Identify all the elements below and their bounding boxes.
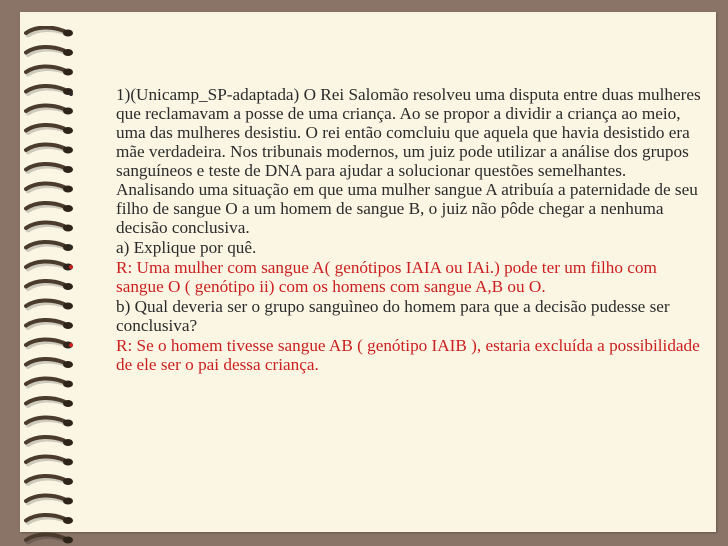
question-content (64, 85, 704, 374)
part-a-text: a) Explique por quê. (116, 238, 257, 257)
question-text: 1)(Unicamp_SP-adaptada) O Rei Salomão resolveu uma disputa entre duas mulheres que reclamavam a posse de uma criança. Ao se propor a dividir a criança ao meio, uma das mulheres desistiu. O rei então comcluiu que aquela que havia desistido era mãe verdadeira. Nos tribunais modernos, um juiz pode utilizar a análise dos grupos sanguíneos e teste de DNA para ajudar a solucionar questões semelhantes. Analisando uma situação em que uma mulher sangue A atribuía a paternidade de seu filho de sangue O a um homem de sangue B, o juiz não pôde chegar a nenhuma decisão conclusiva. (116, 85, 701, 237)
bullet: • (67, 336, 75, 355)
question-part-b (64, 297, 704, 335)
spiral-ring-icon (26, 417, 73, 426)
bullet: • (67, 238, 75, 257)
answer-a (64, 258, 704, 296)
spiral-ring-icon (26, 378, 73, 387)
answer-a-text: R: Uma mulher com sangue A( genótipos IAIA ou IAi.) pode ter um filho com sangue O ( genótipo ii) com os homens com sangue A,B ou O. (116, 258, 657, 296)
spiral-ring-icon (26, 456, 73, 465)
answer-b (64, 336, 704, 374)
part-b-text: b) Qual deveria ser o grupo sanguìneo do homem para que a decisão pudesse ser conclusiva? (116, 297, 670, 335)
answer-b-text: R: Se o homem tivesse sangue AB ( genótipo IAIB ), estaria excluída a possibilidade de ele ser o pai dessa criança. (116, 336, 700, 374)
spiral-ring-icon (26, 66, 73, 75)
notebook-page (20, 12, 716, 532)
question-part-a (64, 238, 704, 257)
spiral-ring-icon (26, 476, 73, 485)
spiral-ring-icon (26, 495, 73, 504)
bullet: • (67, 258, 75, 277)
spiral-ring-icon (26, 47, 73, 56)
spiral-ring-icon (26, 27, 73, 36)
spiral-ring-icon (26, 437, 73, 446)
bullet: • (67, 85, 75, 104)
question-paragraph (64, 85, 704, 237)
spiral-ring-icon (26, 534, 73, 543)
spiral-ring-icon (26, 398, 73, 407)
spiral-ring-icon (26, 515, 73, 524)
